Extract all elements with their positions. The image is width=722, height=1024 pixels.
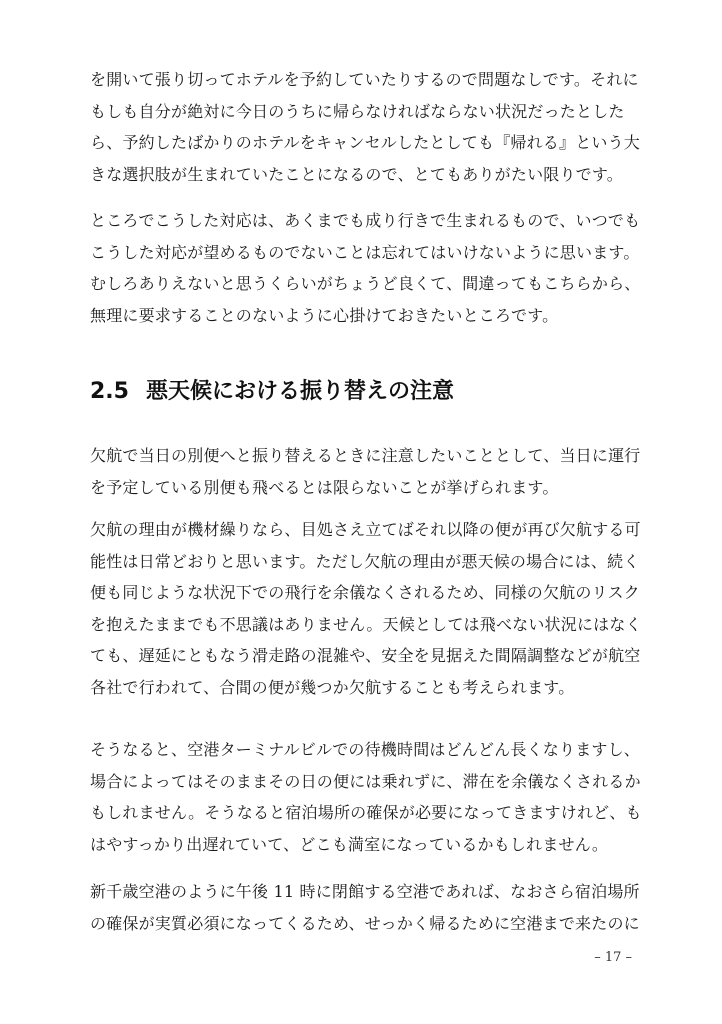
text-line: むしろありえないと思うくらいがちょうど良くて、間違ってもこちらから、 <box>90 274 641 293</box>
text-line: きな選択肢が生まれていたことになるので、とてもありがたい限りです。 <box>90 164 624 184</box>
text-line: はやすっかり出遅れていて、どこも満室になっているかもしれません。 <box>90 834 609 854</box>
text-line: もしも自分が絶対に今日のうちに帰らなければならない状況だったとした <box>90 101 625 121</box>
text-line: を予定している別便も飛べるとは限らないことが挙げられます。 <box>90 477 559 497</box>
page-number: – 17 – <box>594 950 632 965</box>
text-line: を開いて張り切ってホテルを予約していたりするので問題なしです。それに <box>90 70 639 89</box>
text-line: 無理に要求することのないように心掛けておきたいところです。 <box>90 305 559 325</box>
paragraph <box>90 876 640 939</box>
text-line: 能性は日常どおりと思います。ただし欠航の理由が悪天候の場合には、続く <box>90 551 640 571</box>
paragraph <box>90 64 641 190</box>
text-line: 欠航の理由が機材繰りなら、目処さえ立てばそれ以降の便が再び欠航する可 <box>90 520 641 539</box>
paragraph <box>90 514 642 703</box>
paragraph <box>90 440 641 503</box>
text-line: 便も同じような状況下での飛行を余儀なくされるため、同様の欠航のリスク <box>90 583 640 602</box>
text-line: もしれません。そうなると宿泊場所の確保が必要になってきますけれど、も <box>90 803 642 822</box>
text-line: ても、遅延にともなう滑走路の混雑や、安全を見据えた間隔調整などが航空 <box>90 646 641 665</box>
text-line: ところでこうした対応は、あくまでも成り行きで生まれるもので、いつでも <box>90 211 641 230</box>
section-number: 2.5 <box>90 379 129 404</box>
text-line: こうした対応が望めるものでないことは忘れてはいけないように思います。 <box>90 242 640 262</box>
text-line: 場合によってはそのままその日の便には乗れずに、滞在を余儀なくされるか <box>90 771 641 791</box>
text-line: ら、予約したばかりのホテルをキャンセルしたとしても『帰れる』という大 <box>90 133 641 152</box>
section-title: 悪天候における振り替えの注意 <box>146 379 455 404</box>
text-line: を抱えたままでも不思議はありません。天候としては飛べない状況にはなく <box>90 614 642 634</box>
section-heading <box>90 372 454 412</box>
text-line: そうなると、空港ターミナルビルでの待機時間はどんどん長くなりますし、 <box>90 740 641 759</box>
text-line: 各社で行われて、合間の便が幾つか欠航することも考えられます。 <box>90 677 575 697</box>
text-line: の確保が実質必須になってくるため、せっかく帰るために空港まで来たのに <box>90 913 640 933</box>
paragraph <box>90 205 641 331</box>
text-line: 新千歳空港のように午後 11 時に閉館する空港であれば、なおさら宿泊場所 <box>90 882 640 901</box>
paragraph <box>90 734 642 860</box>
text-line: 欠航で当日の別便へと振り替えるときに注意したいこととして、当日に運行 <box>90 446 641 465</box>
